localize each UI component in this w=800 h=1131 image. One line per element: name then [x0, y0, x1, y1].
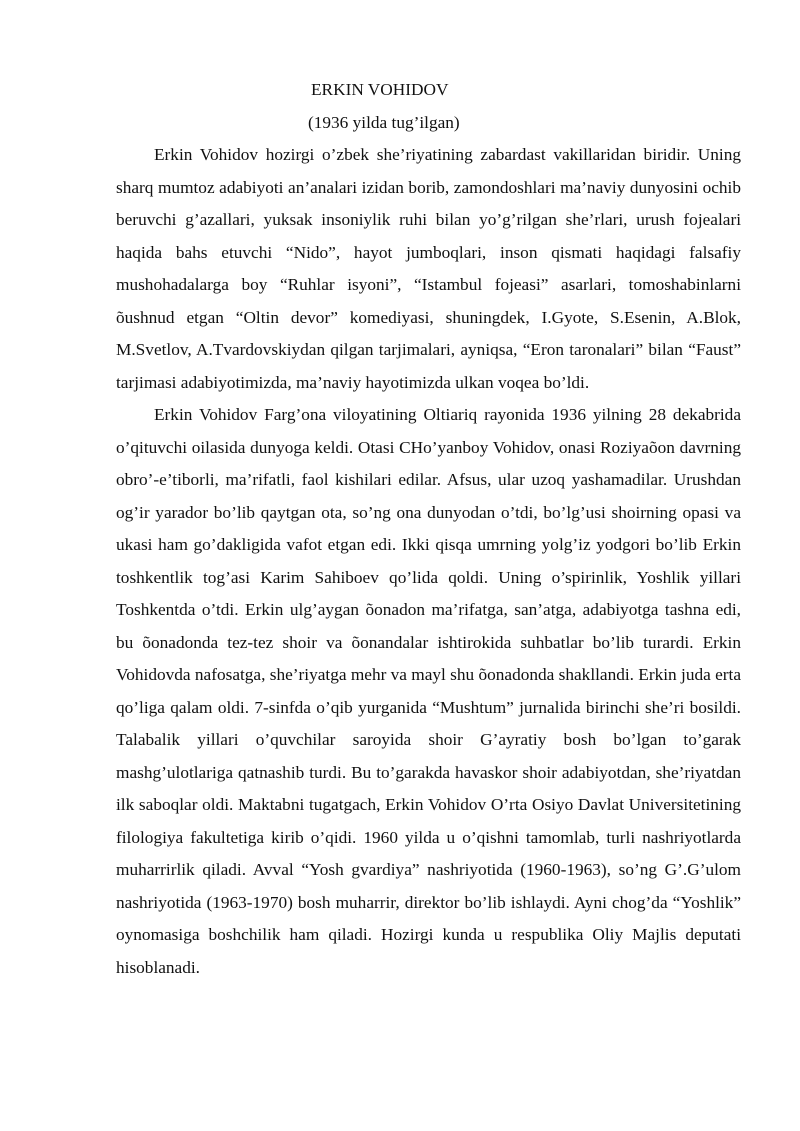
page-title: ERKIN VOHIDOV: [311, 80, 449, 99]
document-body: [116, 74, 741, 984]
page-subtitle: (1936 yilda tug’ilgan): [308, 112, 460, 132]
paragraph-intro: Erkin Vohidov hozirgi o’zbek she’riyatining zabardast vakillaridan biridir. Uning sharq mumtoz adabiyoti an’analari izidan borib, zamondoshlari ma’naviy dunyosini ochib beruvchi g’azallari, yuksak insoniylik ruhi bilan yo’g’rilgan she’rlari, urush fojealari haqida bahs etuvchi “Nido”, hayot jumboqlari, inson qismati haqidagi falsafiy mushohadalarga boy “Ruhlar isyoni”, “Istambul fojeasi” asarlari, tomoshabinlarni õushnud etgan “Oltin devor” komediyasi, shuningdek, I.Gyote, S.Esenin, A.Blok, M.Svetlov, A.Tvardovskiydan qilgan tarjimalari, ayniqsa, “Eron taronalari” bilan “Faust” tarjimasi adabiyotimizda, ma’naviy hayotimizda ulkan voqea bo’ldi.: [116, 145, 741, 392]
paragraph-biography: Erkin Vohidov Farg’ona viloyatining Oltiariq rayonida 1936 yilning 28 dekabrida o’qituvchi oilasida dunyoga keldi. Otasi CHo’yanboy Vohidov, onasi Roziyaõon davrning obro’-e’tiborli, ma’rifatli, faol kishilari edilar. Afsus, ular uzoq yashamadilar. Urushdan og’ir yarador bo’lib qaytgan ota, so’ng ona dunyodan o’tdi, bo’lg’usi shoirning opasi va ukasi ham go’dakligida vafot etgan edi. Ikki qisqa umrning yolg’iz yodgori bo’lib Erkin toshkentlik tog’asi Karim Sahiboev qo’lida qoldi. Uning o’spirinlik, Yoshlik yillari Toshkentda o’tdi. Erkin ulg’aygan õonadon ma’rifatga, san’atga, adabiyotga tashna edi, bu õonadonda tez-tez shoir va õonandalar ishtirokida suhbatlar bo’lib turardi. Erkin Vohidovda nafosatga, she’riyatga mehr va mayl shu õonadonda shakllandi. Erkin juda erta qo’liga qalam oldi. 7-sinfda o’qib yurganida “Mushtum” jurnalida birinchi she’ri bosildi. Talabalik yillari o’quvchilar saroyida shoir G’ayratiy bosh bo’lgan to’garak mashg’ulotlariga qatnashib turdi. Bu to’garakda havaskor shoir adabiyotdan, she’riyatdan ilk saboqlar oldi. Maktabni tugatgach, Erkin Vohidov O’rta Osiyo Davlat Universitetining filologiya fakultetiga kirib o’qidi. 1960 yilda u o’qishni tamomlab, turli nashriyotlarda muharrirlik qiladi. Avval “Yosh gvardiya” nashriyotida (1960-1963), so’ng G’.G’ulom nashriyotida (1963-1970) bosh muharrir, direktor bo’lib ishlaydi. Ayni chog’da “Yoshlik” oynomasiga boshchilik ham qiladi. Hozirgi kunda u respublika Oliy Majlis deputati hisoblanadi.: [116, 405, 741, 977]
